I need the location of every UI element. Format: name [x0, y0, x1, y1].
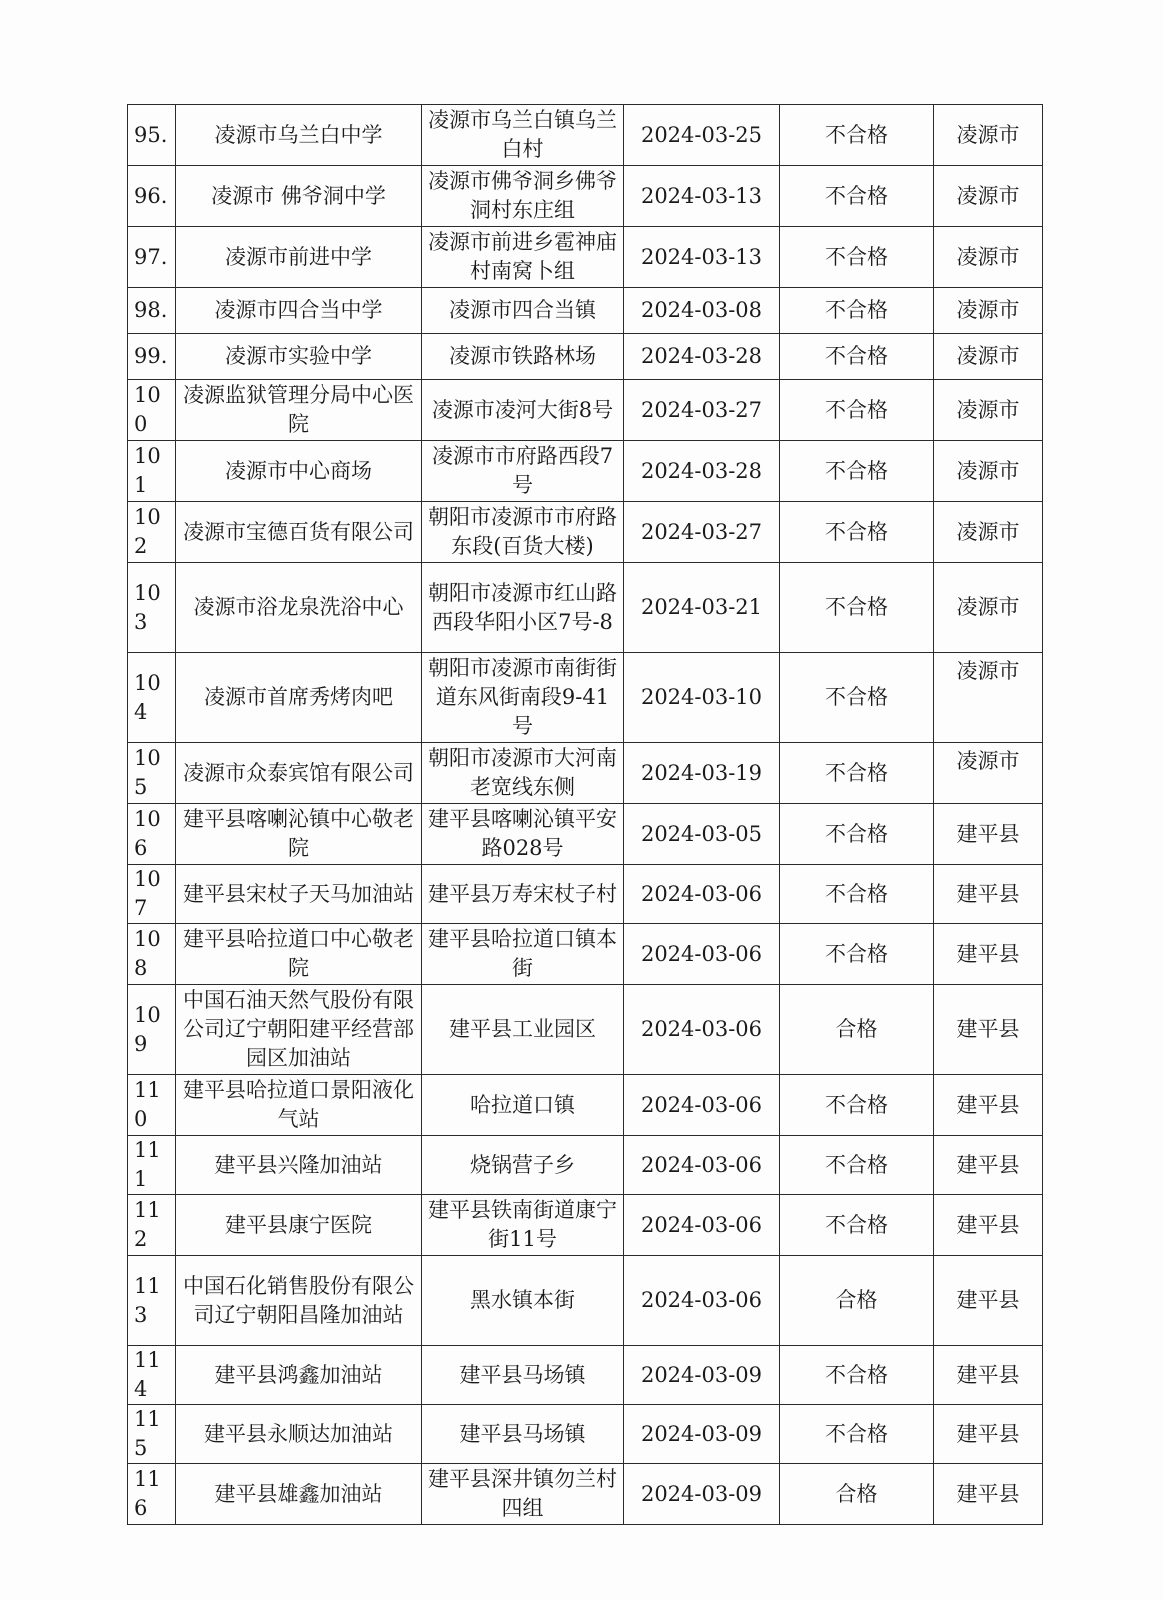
- inspection-date-cell: 2024-03-08: [624, 288, 780, 334]
- region-cell: 建平县: [934, 865, 1043, 924]
- region-cell: 建平县: [934, 1346, 1043, 1405]
- unit-name-cell: 凌源市 佛爷洞中学: [176, 166, 422, 227]
- row-number-cell: 115: [128, 1405, 176, 1464]
- unit-name-cell: 凌源市浴龙泉洗浴中心: [176, 563, 422, 653]
- region-cell: 凌源市: [934, 380, 1043, 441]
- row-number-cell: 106: [128, 804, 176, 865]
- inspection-date-cell: 2024-03-09: [624, 1405, 780, 1464]
- unit-name-cell: 凌源市宝德百货有限公司: [176, 502, 422, 563]
- table-row: [128, 1136, 1043, 1195]
- inspection-date-cell: 2024-03-19: [624, 743, 780, 804]
- inspection-date-cell: 2024-03-25: [624, 105, 780, 166]
- unit-name-cell: 凌源市乌兰白中学: [176, 105, 422, 166]
- inspection-result-cell: 合格: [780, 1256, 934, 1346]
- row-number-cell: 116: [128, 1464, 176, 1525]
- table-row: [128, 227, 1043, 288]
- unit-name-cell: 建平县哈拉道口景阳液化气站: [176, 1075, 422, 1136]
- table-row: [128, 380, 1043, 441]
- row-number-cell: 98.: [128, 288, 176, 334]
- row-number-cell: 108: [128, 924, 176, 985]
- inspection-result-cell: 不合格: [780, 441, 934, 502]
- inspection-date-cell: 2024-03-06: [624, 924, 780, 985]
- inspection-date-cell: 2024-03-06: [624, 865, 780, 924]
- region-cell: 凌源市: [934, 653, 1043, 743]
- inspection-result-cell: 不合格: [780, 563, 934, 653]
- table-row: [128, 441, 1043, 502]
- region-cell: 建平县: [934, 1075, 1043, 1136]
- unit-name-cell: 建平县鸿鑫加油站: [176, 1346, 422, 1405]
- region-cell: 建平县: [934, 1136, 1043, 1195]
- unit-name-cell: 建平县兴隆加油站: [176, 1136, 422, 1195]
- inspection-result-cell: 不合格: [780, 743, 934, 804]
- unit-address-cell: 建平县铁南街道康宁街11号: [422, 1195, 624, 1256]
- unit-name-cell: 建平县宋杖子天马加油站: [176, 865, 422, 924]
- unit-address-cell: 建平县哈拉道口镇本街: [422, 924, 624, 985]
- region-cell: 建平县: [934, 804, 1043, 865]
- region-cell: 凌源市: [934, 334, 1043, 380]
- inspection-result-cell: 不合格: [780, 1136, 934, 1195]
- row-number-cell: 110: [128, 1075, 176, 1136]
- unit-name-cell: 凌源监狱管理分局中心医院: [176, 380, 422, 441]
- unit-address-cell: 建平县喀喇沁镇平安路028号: [422, 804, 624, 865]
- unit-address-cell: 建平县工业园区: [422, 985, 624, 1075]
- table-row: [128, 985, 1043, 1075]
- row-number-cell: 105: [128, 743, 176, 804]
- row-number-cell: 97.: [128, 227, 176, 288]
- region-cell: 凌源市: [934, 166, 1043, 227]
- inspection-result-cell: 不合格: [780, 1195, 934, 1256]
- region-cell: 凌源市: [934, 563, 1043, 653]
- inspection-result-cell: 不合格: [780, 1075, 934, 1136]
- row-number-cell: 102: [128, 502, 176, 563]
- inspection-result-cell: 不合格: [780, 227, 934, 288]
- unit-address-cell: 凌源市四合当镇: [422, 288, 624, 334]
- unit-address-cell: 朝阳市凌源市大河南老宽线东侧: [422, 743, 624, 804]
- unit-name-cell: 凌源市四合当中学: [176, 288, 422, 334]
- unit-name-cell: 凌源市实验中学: [176, 334, 422, 380]
- table-row: [128, 1195, 1043, 1256]
- region-cell: 建平县: [934, 1195, 1043, 1256]
- row-number-cell: 114: [128, 1346, 176, 1405]
- unit-address-cell: 建平县深井镇勿兰村四组: [422, 1464, 624, 1525]
- row-number-cell: 100: [128, 380, 176, 441]
- unit-name-cell: 中国石化销售股份有限公司辽宁朝阳昌隆加油站: [176, 1256, 422, 1346]
- table-row: [128, 288, 1043, 334]
- inspection-date-cell: 2024-03-06: [624, 1195, 780, 1256]
- inspection-result-cell: 不合格: [780, 1346, 934, 1405]
- region-cell: 建平县: [934, 1464, 1043, 1525]
- unit-address-cell: 朝阳市凌源市红山路西段华阳小区7号-8: [422, 563, 624, 653]
- unit-name-cell: 建平县喀喇沁镇中心敬老院: [176, 804, 422, 865]
- table-row: [128, 924, 1043, 985]
- inspection-date-cell: 2024-03-09: [624, 1346, 780, 1405]
- inspection-result-cell: 不合格: [780, 334, 934, 380]
- unit-address-cell: 凌源市前进乡雹神庙村南窝卜组: [422, 227, 624, 288]
- unit-name-cell: 凌源市首席秀烤肉吧: [176, 653, 422, 743]
- unit-address-cell: 建平县马场镇: [422, 1346, 624, 1405]
- row-number-cell: 101: [128, 441, 176, 502]
- unit-address-cell: 凌源市佛爷洞乡佛爷洞村东庄组: [422, 166, 624, 227]
- table-row: [128, 865, 1043, 924]
- table-row: [128, 743, 1043, 804]
- inspection-table: [127, 104, 1043, 1525]
- inspection-date-cell: 2024-03-06: [624, 1256, 780, 1346]
- inspection-date-cell: 2024-03-05: [624, 804, 780, 865]
- inspection-date-cell: 2024-03-06: [624, 985, 780, 1075]
- table-body: [128, 105, 1043, 1525]
- inspection-date-cell: 2024-03-06: [624, 1136, 780, 1195]
- region-cell: 建平县: [934, 924, 1043, 985]
- region-cell: 凌源市: [934, 743, 1043, 804]
- unit-address-cell: 凌源市铁路林场: [422, 334, 624, 380]
- inspection-result-cell: 不合格: [780, 924, 934, 985]
- inspection-result-cell: 合格: [780, 985, 934, 1075]
- row-number-cell: 95.: [128, 105, 176, 166]
- inspection-date-cell: 2024-03-21: [624, 563, 780, 653]
- region-cell: 凌源市: [934, 288, 1043, 334]
- table-row: [128, 1075, 1043, 1136]
- unit-address-cell: 黑水镇本街: [422, 1256, 624, 1346]
- inspection-result-cell: 不合格: [780, 1405, 934, 1464]
- region-cell: 凌源市: [934, 227, 1043, 288]
- inspection-result-cell: 不合格: [780, 166, 934, 227]
- row-number-cell: 109: [128, 985, 176, 1075]
- unit-address-cell: 哈拉道口镇: [422, 1075, 624, 1136]
- region-cell: 凌源市: [934, 441, 1043, 502]
- region-cell: 凌源市: [934, 105, 1043, 166]
- row-number-cell: 111: [128, 1136, 176, 1195]
- inspection-result-cell: 不合格: [780, 804, 934, 865]
- inspection-date-cell: 2024-03-27: [624, 380, 780, 441]
- inspection-result-cell: 不合格: [780, 502, 934, 563]
- inspection-date-cell: 2024-03-06: [624, 1075, 780, 1136]
- unit-address-cell: 凌源市凌河大街8号: [422, 380, 624, 441]
- inspection-date-cell: 2024-03-27: [624, 502, 780, 563]
- table-row: [128, 1464, 1043, 1525]
- row-number-cell: 103: [128, 563, 176, 653]
- inspection-date-cell: 2024-03-13: [624, 166, 780, 227]
- table-row: [128, 1405, 1043, 1464]
- table-row: [128, 563, 1043, 653]
- unit-name-cell: 凌源市中心商场: [176, 441, 422, 502]
- unit-name-cell: 凌源市前进中学: [176, 227, 422, 288]
- table-row: [128, 166, 1043, 227]
- table-row: [128, 804, 1043, 865]
- table-row: [128, 1256, 1043, 1346]
- inspection-result-cell: 合格: [780, 1464, 934, 1525]
- inspection-result-cell: 不合格: [780, 865, 934, 924]
- inspection-result-cell: 不合格: [780, 380, 934, 441]
- inspection-result-cell: 不合格: [780, 105, 934, 166]
- row-number-cell: 113: [128, 1256, 176, 1346]
- unit-address-cell: 凌源市乌兰白镇乌兰白村: [422, 105, 624, 166]
- row-number-cell: 107: [128, 865, 176, 924]
- inspection-date-cell: 2024-03-10: [624, 653, 780, 743]
- unit-address-cell: 烧锅营子乡: [422, 1136, 624, 1195]
- row-number-cell: 99.: [128, 334, 176, 380]
- inspection-date-cell: 2024-03-28: [624, 441, 780, 502]
- unit-address-cell: 朝阳市凌源市市府路东段(百货大楼): [422, 502, 624, 563]
- table-row: [128, 334, 1043, 380]
- inspection-result-cell: 不合格: [780, 288, 934, 334]
- unit-address-cell: 朝阳市凌源市南街街道东风街南段9-41号: [422, 653, 624, 743]
- inspection-date-cell: 2024-03-28: [624, 334, 780, 380]
- unit-address-cell: 建平县万寿宋杖子村: [422, 865, 624, 924]
- unit-name-cell: 建平县康宁医院: [176, 1195, 422, 1256]
- table-row: [128, 502, 1043, 563]
- row-number-cell: 112: [128, 1195, 176, 1256]
- region-cell: 建平县: [934, 1256, 1043, 1346]
- unit-name-cell: 中国石油天然气股份有限公司辽宁朝阳建平经营部园区加油站: [176, 985, 422, 1075]
- row-number-cell: 96.: [128, 166, 176, 227]
- table-row: [128, 1346, 1043, 1405]
- unit-name-cell: 建平县雄鑫加油站: [176, 1464, 422, 1525]
- table-row: [128, 653, 1043, 743]
- unit-address-cell: 建平县马场镇: [422, 1405, 624, 1464]
- inspection-date-cell: 2024-03-09: [624, 1464, 780, 1525]
- inspection-result-cell: 不合格: [780, 653, 934, 743]
- table-row: [128, 105, 1043, 166]
- row-number-cell: 104: [128, 653, 176, 743]
- unit-name-cell: 建平县哈拉道口中心敬老院: [176, 924, 422, 985]
- region-cell: 建平县: [934, 1405, 1043, 1464]
- unit-name-cell: 建平县永顺达加油站: [176, 1405, 422, 1464]
- region-cell: 凌源市: [934, 502, 1043, 563]
- unit-address-cell: 凌源市市府路西段7号: [422, 441, 624, 502]
- region-cell: 建平县: [934, 985, 1043, 1075]
- inspection-date-cell: 2024-03-13: [624, 227, 780, 288]
- unit-name-cell: 凌源市众泰宾馆有限公司: [176, 743, 422, 804]
